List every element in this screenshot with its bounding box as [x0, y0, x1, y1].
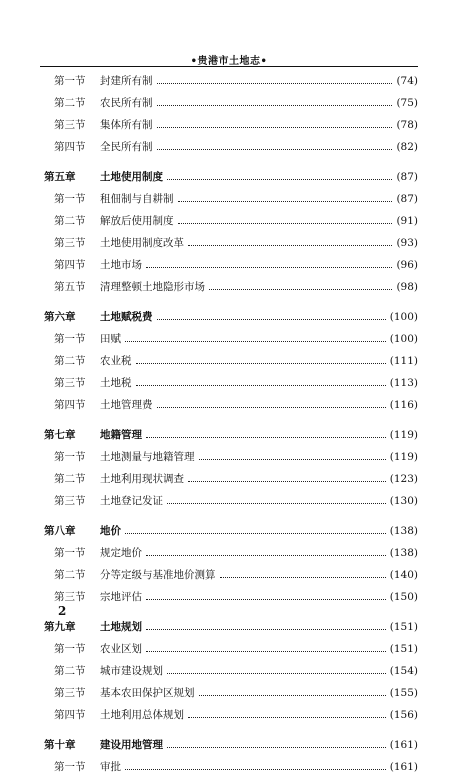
toc-page-number: (123) — [389, 473, 418, 485]
section-number: 第三节 — [54, 687, 86, 699]
toc-section-row — [40, 350, 418, 372]
toc-page-number: (119) — [389, 429, 418, 441]
dot-leader — [146, 599, 386, 600]
section-title: 基本农田保护区规划 — [100, 687, 195, 699]
chapter-title: 土地使用制度 — [100, 171, 163, 183]
dot-leader — [146, 555, 386, 556]
chapter-title: 建设用地管理 — [100, 739, 163, 751]
section-title: 田赋 — [100, 333, 121, 345]
toc-section-row — [40, 70, 418, 92]
dot-leader — [157, 127, 393, 128]
chapter-spacer — [40, 298, 418, 306]
dot-leader — [136, 385, 386, 386]
dot-leader — [146, 651, 386, 652]
dot-leader — [167, 503, 386, 504]
section-number: 第二节 — [54, 215, 86, 227]
toc-page-number: (161) — [389, 761, 418, 773]
toc-section-row — [40, 756, 418, 778]
toc-page-number: (151) — [389, 643, 418, 655]
section-number: 第二节 — [54, 665, 86, 677]
toc-section-row — [40, 682, 418, 704]
toc-section-row — [40, 328, 418, 350]
toc-page-number: (87) — [396, 171, 418, 183]
toc-section-row — [40, 446, 418, 468]
dot-leader — [188, 245, 392, 246]
section-number: 第四节 — [54, 709, 86, 721]
dot-leader — [157, 83, 393, 84]
dot-leader — [157, 407, 386, 408]
section-number: 第三节 — [54, 495, 86, 507]
section-title: 土地税 — [100, 377, 132, 389]
section-title: 农民所有制 — [100, 97, 153, 109]
section-number: 第五节 — [54, 281, 86, 293]
section-number: 第一节 — [54, 451, 86, 463]
section-title: 全民所有制 — [100, 141, 153, 153]
chapter-title: 地籍管理 — [100, 429, 142, 441]
toc-page-number: (116) — [389, 399, 418, 411]
section-number: 第一节 — [54, 761, 86, 773]
chapter-spacer — [40, 416, 418, 424]
dot-leader — [167, 179, 392, 180]
dot-leader — [209, 289, 392, 290]
dot-leader — [178, 223, 393, 224]
section-number: 第四节 — [54, 259, 86, 271]
running-head: •贵港市土地志• — [190, 56, 268, 67]
toc-page-number: (155) — [389, 687, 418, 699]
section-number: 第一节 — [54, 75, 86, 87]
toc-page-number: (151) — [389, 621, 418, 633]
toc-chapter-row — [40, 616, 418, 638]
toc-page-number: (154) — [389, 665, 418, 677]
dot-leader — [146, 437, 386, 438]
section-title: 清理整顿土地隐形市场 — [100, 281, 205, 293]
section-title: 土地测量与地籍管理 — [100, 451, 195, 463]
section-title: 分等定级与基准地价测算 — [100, 569, 216, 581]
toc-section-row — [40, 704, 418, 726]
section-title: 农业区划 — [100, 643, 142, 655]
dot-leader — [167, 673, 386, 674]
toc-section-row — [40, 394, 418, 416]
toc-section-row — [40, 660, 418, 682]
section-title: 土地登记发证 — [100, 495, 163, 507]
toc-page-number: (156) — [389, 709, 418, 721]
section-number: 第二节 — [54, 97, 86, 109]
dot-leader — [136, 363, 386, 364]
dot-leader — [220, 577, 386, 578]
chapter-title: 地价 — [100, 525, 121, 537]
section-title: 封建所有制 — [100, 75, 153, 87]
toc-section-row — [40, 114, 418, 136]
chapter-number: 第六章 — [44, 311, 76, 323]
chapter-title: 土地赋税费 — [100, 311, 153, 323]
toc-section-row — [40, 468, 418, 490]
dot-leader — [178, 201, 393, 202]
toc-page-number: (87) — [396, 193, 418, 205]
toc-page-number: (96) — [396, 259, 418, 271]
section-number: 第四节 — [54, 141, 86, 153]
toc-section-row — [40, 542, 418, 564]
dot-leader — [125, 769, 386, 770]
toc-section-row — [40, 92, 418, 114]
section-title: 审批 — [100, 761, 121, 773]
toc-section-row — [40, 232, 418, 254]
toc-page-number: (150) — [389, 591, 418, 603]
section-number: 第三节 — [54, 377, 86, 389]
toc-page-number: (140) — [389, 569, 418, 581]
toc-section-row — [40, 372, 418, 394]
toc-chapter-row — [40, 424, 418, 446]
toc-page-number: (113) — [389, 377, 418, 389]
section-title: 土地利用现状调查 — [100, 473, 184, 485]
toc-page-number: (161) — [389, 739, 418, 751]
section-title: 宗地评估 — [100, 591, 142, 603]
section-number: 第二节 — [54, 473, 86, 485]
section-title: 土地市场 — [100, 259, 142, 271]
toc-page-number: (100) — [389, 333, 418, 345]
toc-page-number: (93) — [396, 237, 418, 249]
section-title: 解放后使用制度 — [100, 215, 174, 227]
toc-section-row — [40, 490, 418, 512]
toc-section-row — [40, 188, 418, 210]
chapter-number: 第九章 — [44, 621, 76, 633]
table-of-contents — [40, 70, 418, 778]
dot-leader — [157, 319, 386, 320]
toc-section-row — [40, 586, 418, 608]
toc-chapter-row — [40, 734, 418, 756]
section-number: 第二节 — [54, 355, 86, 367]
section-title: 土地利用总体规划 — [100, 709, 184, 721]
chapter-spacer — [40, 726, 418, 734]
toc-page-number: (78) — [396, 119, 418, 131]
chapter-number: 第十章 — [44, 739, 76, 751]
chapter-number: 第五章 — [44, 171, 76, 183]
toc-page-number: (100) — [389, 311, 418, 323]
toc-page-number: (82) — [396, 141, 418, 153]
chapter-number: 第八章 — [44, 525, 76, 537]
dot-leader — [188, 481, 386, 482]
dot-leader — [199, 459, 386, 460]
toc-page-number: (74) — [396, 75, 418, 87]
toc-chapter-row — [40, 520, 418, 542]
section-title: 规定地价 — [100, 547, 142, 559]
chapter-title: 土地规划 — [100, 621, 142, 633]
section-title: 集体所有制 — [100, 119, 153, 131]
dot-leader — [199, 695, 386, 696]
dot-leader — [157, 105, 393, 106]
dot-leader — [167, 747, 386, 748]
toc-page-number: (138) — [389, 525, 418, 537]
dot-leader — [157, 149, 393, 150]
toc-page-number: (98) — [396, 281, 418, 293]
section-number: 第三节 — [54, 591, 86, 603]
section-title: 土地使用制度改革 — [100, 237, 184, 249]
dot-leader — [146, 629, 386, 630]
toc-page-number: (119) — [389, 451, 418, 463]
section-title: 土地管理费 — [100, 399, 153, 411]
dot-leader — [125, 533, 386, 534]
toc-section-row — [40, 276, 418, 298]
page-number: 2 — [58, 604, 67, 618]
dot-leader — [125, 341, 386, 342]
toc-page-number: (91) — [396, 215, 418, 227]
section-number: 第四节 — [54, 399, 86, 411]
section-title: 租佃制与自耕制 — [100, 193, 174, 205]
section-number: 第一节 — [54, 333, 86, 345]
dot-leader — [188, 717, 386, 718]
dot-leader — [146, 267, 392, 268]
toc-chapter-row — [40, 306, 418, 328]
chapter-spacer — [40, 158, 418, 166]
header-rule — [40, 66, 418, 67]
toc-page-number: (111) — [389, 355, 418, 367]
section-number: 第一节 — [54, 643, 86, 655]
toc-section-row — [40, 136, 418, 158]
section-number: 第二节 — [54, 569, 86, 581]
section-number: 第一节 — [54, 547, 86, 559]
toc-section-row — [40, 254, 418, 276]
chapter-spacer — [40, 512, 418, 520]
toc-section-row — [40, 210, 418, 232]
section-number: 第一节 — [54, 193, 86, 205]
section-number: 第三节 — [54, 237, 86, 249]
chapter-spacer — [40, 608, 418, 616]
section-number: 第三节 — [54, 119, 86, 131]
toc-page-number: (130) — [389, 495, 418, 507]
chapter-number: 第七章 — [44, 429, 76, 441]
toc-page-number: (75) — [396, 97, 418, 109]
toc-page-number: (138) — [389, 547, 418, 559]
toc-section-row — [40, 564, 418, 586]
section-title: 城市建设规划 — [100, 665, 163, 677]
toc-chapter-row — [40, 166, 418, 188]
section-title: 农业税 — [100, 355, 132, 367]
